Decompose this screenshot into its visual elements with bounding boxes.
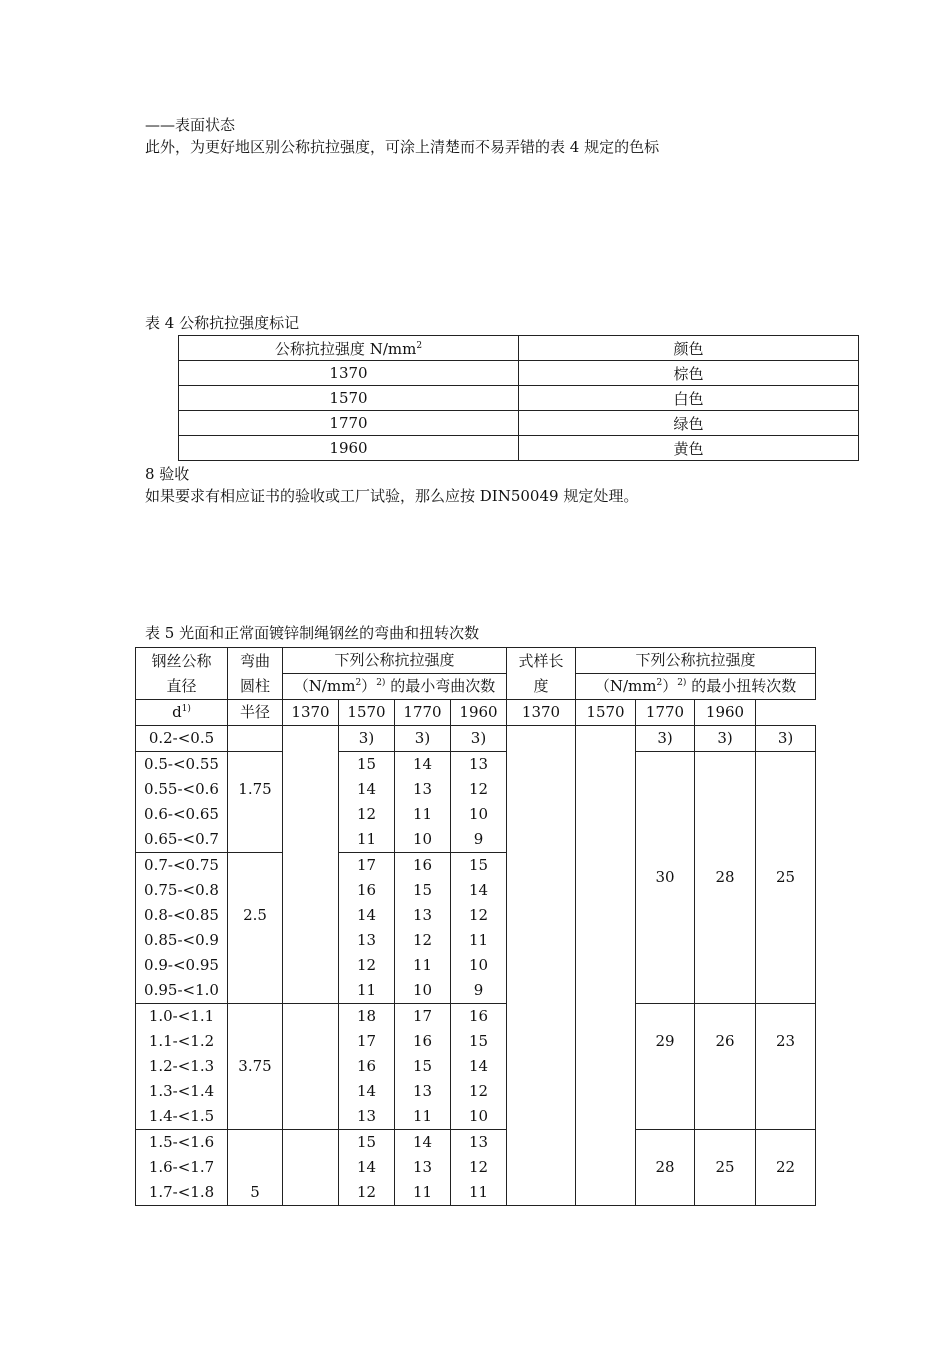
header-strength: 1770: [395, 700, 451, 726]
header-diameter: 钢丝公称 直径: [136, 648, 228, 700]
bend-cell: 14 13 11 10: [395, 752, 451, 853]
table4-cell-strength: 1770: [179, 411, 519, 436]
table4-cell-color: 绿色: [519, 411, 859, 436]
diameter-cell: 0.2-<0.5: [136, 726, 228, 752]
twist-cell: 23: [756, 1004, 816, 1130]
table4-cell-strength: 1370: [179, 361, 519, 386]
table-row: [179, 386, 859, 411]
table-row: [179, 336, 859, 361]
header-strength: 1960: [695, 700, 756, 726]
header-strength: 1370: [507, 700, 576, 726]
table-row: [136, 752, 816, 853]
table-row: [179, 436, 859, 461]
header-diameter-symbol: $d^{1)}$: [136, 700, 228, 726]
header-strength: 1370: [283, 700, 339, 726]
bend-cell: 15 14 12 11 10 9: [451, 853, 507, 1004]
bend-cell: 17 16 14 13 12 11: [339, 853, 395, 1004]
table4-cell-color: 黄色: [519, 436, 859, 461]
bend-cell: 16 15 14 12 10: [451, 1004, 507, 1130]
radius-cell: 2.5: [228, 853, 283, 1004]
bend-1370-cell: [283, 726, 339, 1004]
table4-cell-strength: 1570: [179, 386, 519, 411]
header-sample-length: 式样长 度: [507, 648, 576, 700]
table4: [178, 335, 859, 461]
header-twist-line2: $(N/mm^2)^{2)}$ 的最小扭转次数: [576, 674, 816, 700]
twist-cell: 22: [756, 1130, 816, 1206]
twist-cell: 25: [756, 752, 816, 1004]
sample-length-cell: [507, 726, 576, 1206]
radius-cell: 3.75: [228, 1004, 283, 1130]
bend-cell: 3): [451, 726, 507, 752]
twist-cell: 28: [636, 1130, 695, 1206]
header-radius-line3: 半径: [228, 700, 283, 726]
twist-1370-cell: [576, 726, 636, 1206]
twist-cell: 3): [695, 726, 756, 752]
bend-cell: 17 16 15 13 11: [395, 1004, 451, 1130]
diameter-cell: 0.7-<0.75 0.75-<0.8 0.8-<0.85 0.85-<0.9 0.9-<0.95 0.95-<1.0: [136, 853, 228, 1004]
table-row: [136, 700, 816, 726]
table4-cell-strength: 1960: [179, 436, 519, 461]
bend-cell: 14 13 11: [395, 1130, 451, 1206]
table-row: [136, 726, 816, 752]
bend-cell: 16 15 13 12 11 10: [395, 853, 451, 1004]
table4-caption: 表 4 公称抗拉强度标记: [145, 314, 300, 332]
table-row: [136, 648, 816, 674]
twist-cell: 30: [636, 752, 695, 1004]
bend-cell: 15 14 12 11: [339, 752, 395, 853]
table-row: [136, 1004, 816, 1130]
twist-cell: 28: [695, 752, 756, 1004]
bend-cell: 13 12 11: [451, 1130, 507, 1206]
header-strength: 1570: [339, 700, 395, 726]
intro-line-color-marking: 此外，为更好地区别公称抗拉强度，可涂上清楚而不易弄错的表 4 规定的色标: [145, 138, 660, 156]
twist-cell: 3): [756, 726, 816, 752]
table-row: [179, 361, 859, 386]
twist-cell: 26: [695, 1004, 756, 1130]
table5: [135, 647, 816, 1206]
table4-cell-color: 白色: [519, 386, 859, 411]
header-radius: 弯曲 圆柱: [228, 648, 283, 700]
bend-1370-cell: [283, 1130, 339, 1206]
section8-heading: 8 验收: [145, 465, 190, 483]
section8-body: 如果要求有相应证书的验收或工厂试验，那么应按 DIN50049 规定处理。: [145, 487, 639, 505]
header-strength: 1770: [636, 700, 695, 726]
bend-cell: 3): [339, 726, 395, 752]
bend-cell: 3): [395, 726, 451, 752]
radius-cell: [228, 726, 283, 752]
header-bend-line1: 下列公称抗拉强度: [283, 648, 507, 674]
bend-cell: 13 12 10 9: [451, 752, 507, 853]
twist-cell: 3): [636, 726, 695, 752]
header-twist-line1: 下列公称抗拉强度: [576, 648, 816, 674]
table-row: [136, 1130, 816, 1206]
table-row: [179, 411, 859, 436]
twist-cell: 25: [695, 1130, 756, 1206]
bend-1370-cell: [283, 1004, 339, 1130]
table4-header-color: 颜色: [519, 336, 859, 361]
header-strength: 1960: [451, 700, 507, 726]
bend-cell: 15 14 12: [339, 1130, 395, 1206]
diameter-cell: 0.5-<0.55 0.55-<0.6 0.6-<0.65 0.65-<0.7: [136, 752, 228, 853]
intro-line-surface-state: ——表面状态: [145, 116, 236, 134]
table4-cell-color: 棕色: [519, 361, 859, 386]
twist-cell: 29: [636, 1004, 695, 1130]
header-bend-line2: $(N/mm^2)^{2)}$ 的最小弯曲次数: [283, 674, 507, 700]
diameter-cell: 1.5-<1.6 1.6-<1.7 1.7-<1.8: [136, 1130, 228, 1206]
header-strength: 1570: [576, 700, 636, 726]
radius-cell: 5: [228, 1130, 283, 1206]
radius-cell: 1.75: [228, 752, 283, 853]
table4-header-strength: 公称抗拉强度 $N/mm^2$: [179, 336, 519, 361]
bend-cell: 18 17 16 14 13: [339, 1004, 395, 1130]
diameter-cell: 1.0-<1.1 1.1-<1.2 1.2-<1.3 1.3-<1.4 1.4-<1.5: [136, 1004, 228, 1130]
table5-caption: 表 5 光面和正常面镀锌制绳钢丝的弯曲和扭转次数: [145, 624, 480, 642]
